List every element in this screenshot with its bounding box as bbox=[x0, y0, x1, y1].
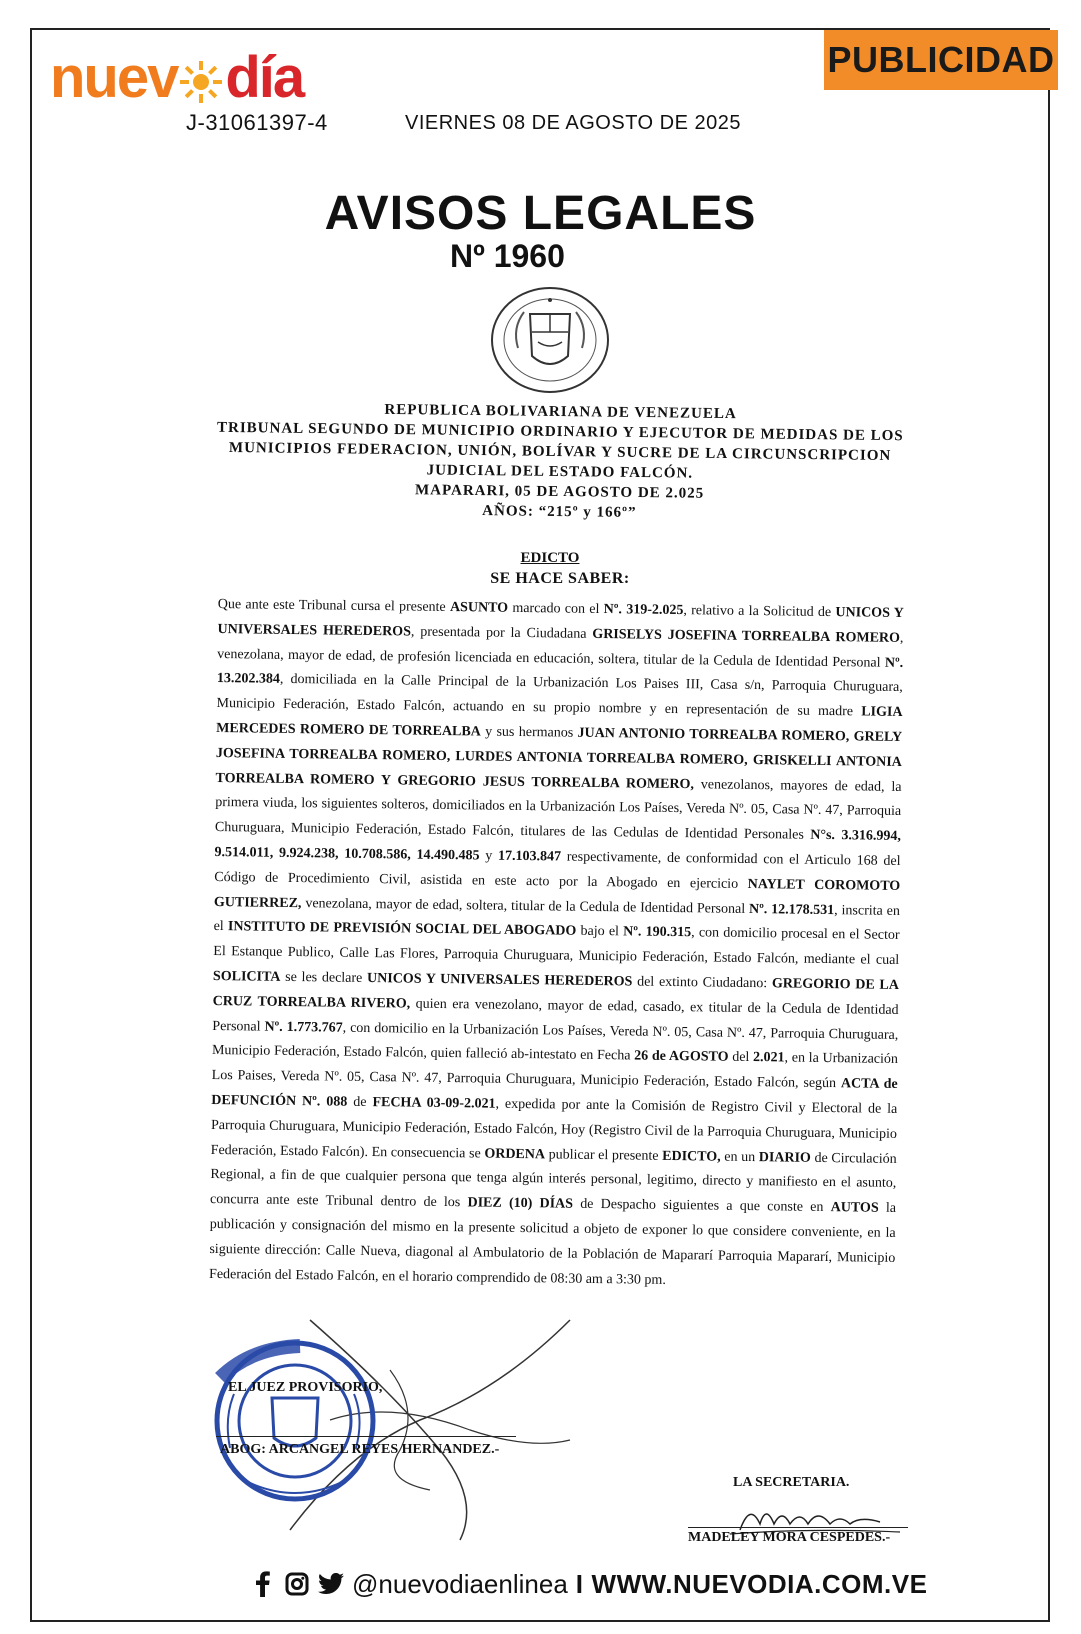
body-bold-run: Nº. 12.178.531 bbox=[748, 901, 835, 918]
publicidad-tag: PUBLICIDAD bbox=[824, 30, 1058, 90]
body-bold-run: 17.103.847 bbox=[497, 848, 562, 865]
body-text-run: respectivamente, de conformidad con el Articulo 168 del Código de Procedimiento Civil, asistida en este acto por la Abogado en ejercicio bbox=[214, 849, 901, 892]
edicto-heading: EDICTO bbox=[520, 550, 580, 566]
body-bold-run: EDICTO, bbox=[662, 1148, 721, 1165]
body-text-run: , expedida por ante la Comisión de Registro Civil y Electoral de la Parroquia Churuguara, Municipio Federación, Estado Falcón, Hoy (Registro Civil de la Parroquia Churuguara, Municipio Federación, Estado Falcón). En consecuencia se bbox=[210, 1096, 898, 1162]
body-bold-run: FECHA 03-09-2.021 bbox=[372, 1095, 496, 1112]
body-bold-run: AUTOS bbox=[830, 1200, 879, 1216]
body-bold-run: LIGIA MERCEDES ROMERO DE TORREALBA bbox=[216, 704, 903, 740]
court-seal-icon bbox=[488, 284, 612, 396]
body-bold-run: GREGORIO DE LA CRUZ TORREALBA RIVERO, bbox=[212, 976, 900, 1012]
tax-id: J-31061397-4 bbox=[186, 110, 328, 135]
court-name: TRIBUNAL SEGUNDO DE MUNICIPIO ORDINARIO Y EJECUTOR DE MEDIDAS DE LOS MUNICIPIOS FEDERACION, UNIÓN, BOLÍVAR Y SUCRE DE LA CIRCUNSCRIPCION JUDICIAL DEL ESTADO FALCÓN. bbox=[216, 419, 904, 482]
body-bold-run: UNICOS Y UNIVERSALES HEREDEROS bbox=[217, 605, 904, 640]
hace-saber-heading: SE HACE SABER: bbox=[490, 570, 630, 587]
body-bold-run: GRISELYS JOSEFINA TORREALBA ROMERO bbox=[592, 626, 901, 646]
body-text-run: y bbox=[479, 848, 499, 864]
body-text-run: , inscrita en el bbox=[213, 902, 901, 935]
body-text-run: se les declare bbox=[280, 969, 368, 986]
body-text-run: de Circulación Regional, a fin de que cualquier persona que tenga algún interés personal, legitimo, directo y manifiesto en el asunto, concurra ante este Tribunal dentro de los bbox=[209, 1150, 897, 1211]
twitter-icon[interactable] bbox=[318, 1570, 344, 1598]
secretary-signature-line bbox=[688, 1527, 908, 1528]
secretary-title: LA SECRETARIA. bbox=[733, 1475, 850, 1490]
court-header bbox=[209, 398, 910, 527]
body-bold-run: INSTITUTO DE PREVISIÓN SOCIAL DEL ABOGADO bbox=[227, 919, 577, 940]
body-bold-run: N°s. 3.316.994, 9.514.011, 9.924.238, 10.708.586, 14.490.485 bbox=[214, 827, 901, 864]
newspaper-logo bbox=[50, 45, 350, 110]
body-bold-run: DIARIO bbox=[758, 1149, 811, 1166]
body-text-run: del extinto Ciudadano: bbox=[632, 974, 773, 992]
body-text-run: publicar el presente bbox=[544, 1146, 663, 1164]
body-bold-run: ORDENA bbox=[484, 1146, 546, 1162]
social-handle[interactable]: @nuevodiaenlinea bbox=[352, 1568, 568, 1599]
court-stamp-icon bbox=[210, 1338, 383, 1504]
body-bold-run: UNICOS Y UNIVERSALES HEREDEROS bbox=[366, 970, 633, 990]
body-text-run: , relativo a la Solicitud de bbox=[683, 603, 836, 621]
logo-word-left: nuev bbox=[50, 45, 178, 110]
footer-separator: I bbox=[575, 1568, 584, 1599]
body-text-run: quien era venezolano, mayor de edad, casado, ex titular de la Cedula de Identidad Personal bbox=[212, 996, 899, 1035]
sun-logo-icon bbox=[179, 60, 223, 104]
body-text-run: venezolana, mayor de edad, soltera, titular de la Cedula de Identidad Personal bbox=[301, 895, 750, 917]
body-bold-run: ASUNTO bbox=[449, 600, 509, 616]
body-text-run: la publicación y consignación del mismo en la presente solicitud a objeto de exponer lo que considere conveniente, en la siguiente dirección: Calle Nueva, diagonal al Ambulatorio de la Población de Mapararí Parroquia Mapararí, Municipio Federación del Estado Falcón, en el horario comprendido de 08:30 am a 3:30 pm. bbox=[208, 1200, 897, 1288]
edition-number: Nº 1960 bbox=[450, 238, 565, 274]
body-text-run: , presentada por la Ciudadana bbox=[410, 624, 593, 642]
body-text-run: , domiciliada en la Calle Principal de la Urbanización Los Paises III, Casa s/n, Parroquia Churuguara, Municipio Federación, Estado Falcón, actuando en su propio nombre y en representación de su madre bbox=[216, 672, 903, 720]
body-text-run: de bbox=[347, 1094, 373, 1111]
facebook-icon[interactable] bbox=[250, 1570, 276, 1598]
publication-date: VIERNES 08 DE AGOSTO DE 2025 bbox=[405, 112, 741, 134]
body-bold-run: Nº. 1.773.767 bbox=[264, 1019, 343, 1036]
body-bold-run: 26 de AGOSTO bbox=[634, 1048, 729, 1066]
judge-signature-line bbox=[216, 1436, 516, 1437]
body-bold-run: Nº. 319-2.025 bbox=[603, 602, 684, 619]
body-bold-run: JUAN ANTONIO TORREALBA ROMERO, GRELY JOSEFINA TORREALBA ROMERO, LURDES ANTONIA TORREALBA ROMERO, GRISKELLI ANTONIA TORREALBA ROMERO Y GREGORIO JESUS TORREALBA ROMERO, bbox=[215, 725, 903, 792]
body-text-run: , con domicilio procesal en el Sector El Estanque Publico, Calle Las Flores, Parroquia Churuguara, Municipio Federación, Estado Falcón, mediante el cual bbox=[213, 925, 900, 969]
body-text-run: y sus hermanos bbox=[480, 724, 578, 741]
years-line: AÑOS: “215º y 166º” bbox=[482, 503, 637, 521]
judge-name: ABOG: ARCANGEL REYES HERNANDEZ.- bbox=[220, 1442, 500, 1457]
body-text-run: bajo el bbox=[576, 924, 624, 940]
body-bold-run: NAYLET COROMOTO GUTIERREZ, bbox=[213, 876, 901, 911]
body-bold-run: Nº. 190.315 bbox=[623, 924, 692, 941]
body-text-run: en un bbox=[720, 1149, 759, 1165]
body-text-run: , venezolana, mayor de edad, de profesión licenciada en educación, soltera, titular de la Cedula de Identidad Personal bbox=[217, 630, 904, 671]
body-bold-run: SOLICITA bbox=[212, 968, 281, 985]
website-link[interactable]: WWW.NUEVODIA.COM.VE bbox=[591, 1568, 928, 1599]
body-text-run: marcado con el bbox=[507, 600, 604, 618]
body-text-run: , en la Urbanización Los Paises, Vereda Nº. 05, Casa Nº. 47, Parroquia Churuguara, Municipio Federación, Estado Falcón, según bbox=[211, 1050, 899, 1092]
body-text-run: venezolanos, mayores de edad, la primera viuda, los siguientes solteros, domiciliados en la Urbanización Los Países, Vereda Nº. 05, Casa Nº. 47, Parroquia Churuguara, Municipio Federación, Estado Falcón, titulares de las Cedulas de Identidad Personales bbox=[214, 776, 902, 843]
body-bold-run: ACTA de DEFUNCIÓN Nº. 088 bbox=[211, 1076, 898, 1110]
place-date: MAPARARI, 05 DE AGOSTO DE 2.025 bbox=[414, 482, 705, 502]
body-bold-run: 2.021 bbox=[752, 1050, 785, 1066]
footer-social bbox=[250, 1568, 927, 1600]
body-text-run: de Despacho siguientes a que conste en bbox=[572, 1196, 831, 1216]
edict-body bbox=[209, 593, 904, 1296]
body-text-run: Que ante este Tribunal cursa el presente bbox=[217, 596, 451, 616]
section-title: AVISOS LEGALES bbox=[324, 187, 757, 240]
body-text-run: , con domicilio en la Urbanización Los Países, Vereda Nº. 05, Casa Nº. 47, Parroquia Churuguara, Municipio Federación, Estado Falcón, quien falleció ab-intestato en Fecha bbox=[211, 1020, 899, 1064]
body-bold-run: DIEZ (10) DÍAS bbox=[467, 1195, 574, 1212]
instagram-icon[interactable] bbox=[284, 1570, 310, 1598]
republic-name: REPUBLICA BOLIVARIANA DE VENEZUELA bbox=[384, 401, 737, 423]
judge-title: EL JUEZ PROVISORIO, bbox=[228, 1380, 383, 1395]
logo-word-right: día bbox=[225, 45, 304, 110]
secretary-name: MADELEY MORA CESPEDES.- bbox=[688, 1530, 891, 1545]
body-bold-run: Nº. 13.202.384 bbox=[216, 655, 904, 688]
body-text-run: del bbox=[728, 1050, 754, 1066]
